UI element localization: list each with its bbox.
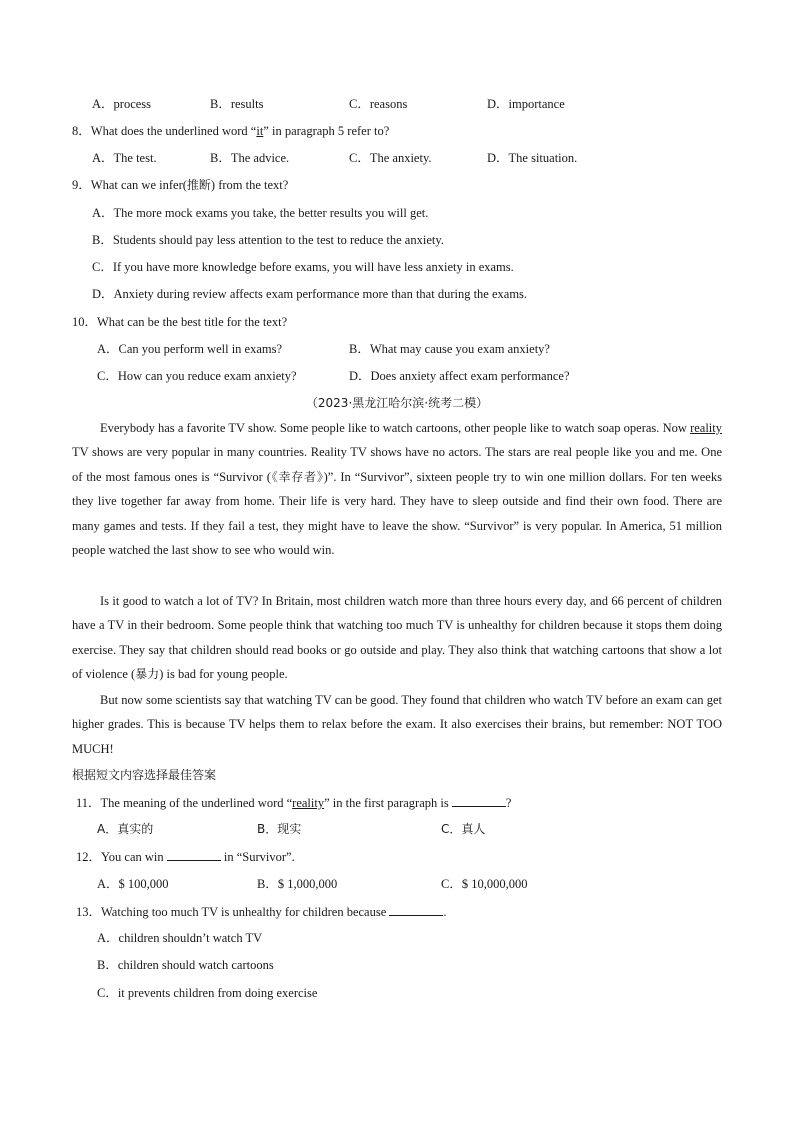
q8-options bbox=[0, 150, 794, 166]
q13-option-b: B．children should watch cartoons bbox=[97, 958, 274, 972]
q8-underlined-word: it bbox=[256, 124, 264, 138]
q7-option-b: B．results bbox=[210, 97, 264, 111]
q10-option-d: D．Does anxiety affect exam performance? bbox=[349, 369, 570, 383]
q13-answer-blank bbox=[389, 903, 443, 916]
q13-option-a: A．children shouldn’t watch TV bbox=[97, 931, 263, 945]
q8-question: 8．What does the underlined word “it” in paragraph 5 refer to? bbox=[72, 124, 390, 138]
q7-option-a: A．process bbox=[92, 97, 152, 111]
q7-option-c: C．reasons bbox=[349, 97, 408, 111]
q10-option-b: B．What may cause you exam anxiety? bbox=[349, 342, 550, 356]
q11-options: A．真实的 B．现实 C．真人 bbox=[97, 822, 486, 836]
q12-option-c: C．$ 10,000,000 bbox=[441, 877, 528, 891]
q11-answer-blank bbox=[452, 794, 506, 807]
q10-option-c: C．How can you reduce exam anxiety? bbox=[97, 369, 297, 383]
q12-option-a: A．$ 100,000 bbox=[97, 877, 169, 891]
q12-option-b: B．$ 1,000,000 bbox=[257, 877, 338, 891]
passage-paragraph-3: But now some scientists say that watching TV can be good. They found that children who watch TV before an exam can get higher grades. This is because TV helps them to relax before the exam. It also exercises their brains, but remember: NOT TOO MUCH! bbox=[72, 693, 722, 756]
q7-options bbox=[0, 96, 794, 112]
q9-option-c: C．If you have more knowledge before exams, you will have less anxiety in exams. bbox=[92, 260, 514, 274]
q8-option-a: A．The test. bbox=[92, 151, 157, 165]
q9-question: 9．What can we infer(推断) from the text? bbox=[72, 178, 289, 192]
q11-question: 11．The meaning of the underlined word “reality” in the first paragraph is ? bbox=[76, 796, 512, 810]
passage-source: （2023·黑龙江哈尔滨·统考二模） bbox=[305, 396, 489, 410]
q13-question: 13．Watching too much TV is unhealthy for children because . bbox=[76, 905, 447, 919]
q12-question: 12．You can win in “Survivor”. bbox=[76, 850, 295, 864]
q7-option-d: D．importance bbox=[487, 97, 565, 111]
q9-option-b: B．Students should pay less attention to the test to reduce the anxiety. bbox=[92, 233, 444, 247]
q9-option-d: D．Anxiety during review affects exam performance more than that during the exams. bbox=[92, 287, 528, 301]
instruction-text: 根据短文内容选择最佳答案 bbox=[72, 768, 217, 782]
q13-option-c: C．it prevents children from doing exercise bbox=[97, 986, 318, 1000]
q12-answer-blank bbox=[167, 848, 221, 861]
q10-question: 10．What can be the best title for the text? bbox=[72, 315, 288, 329]
q12-options bbox=[0, 876, 794, 892]
q8-option-c: C．The anxiety. bbox=[349, 151, 432, 165]
q10-options-row2 bbox=[0, 368, 794, 384]
q10-options-row1 bbox=[0, 341, 794, 357]
q9-option-a: A．The more mock exams you take, the better results you will get. bbox=[92, 206, 429, 220]
reality-underlined-word: reality bbox=[690, 421, 722, 435]
passage-paragraph-2: Is it good to watch a lot of TV? In Britain, most children watch more than three hours every day, and 66 percent of children have a TV in their bedroom. Some people think that watching too much TV is unhealthy for children because it stops them doing exercise. They say that children should read books or go outside and play. They also think that watching cartoons that show a lot of violence (暴力) is bad for young people. bbox=[72, 594, 722, 682]
q8-option-b: B．The advice. bbox=[210, 151, 290, 165]
q8-option-d: D．The situation. bbox=[487, 151, 578, 165]
passage-paragraph-1: Everybody has a favorite TV show. Some people like to watch cartoons, other people like to watch soap operas. Now reality TV shows are very popular in many countries. Reality TV shows have no actors. The stars are real people like you and me. One of the most famous ones is “Survivor (《幸存者》)”. In “Survivor”, sixteen people try to win one million dollars. For ten weeks they live together far away from home. Their life is very hard. They have to sleep outside and find their own food. There are many games and tests. If they fail a test, they might have to leave the show. “Survivor” is very popular. In America, 51 million people watched the last show to see who would win. bbox=[72, 421, 722, 558]
q10-option-a: A．Can you perform well in exams? bbox=[97, 342, 283, 356]
q11-underlined-word: reality bbox=[292, 796, 325, 810]
